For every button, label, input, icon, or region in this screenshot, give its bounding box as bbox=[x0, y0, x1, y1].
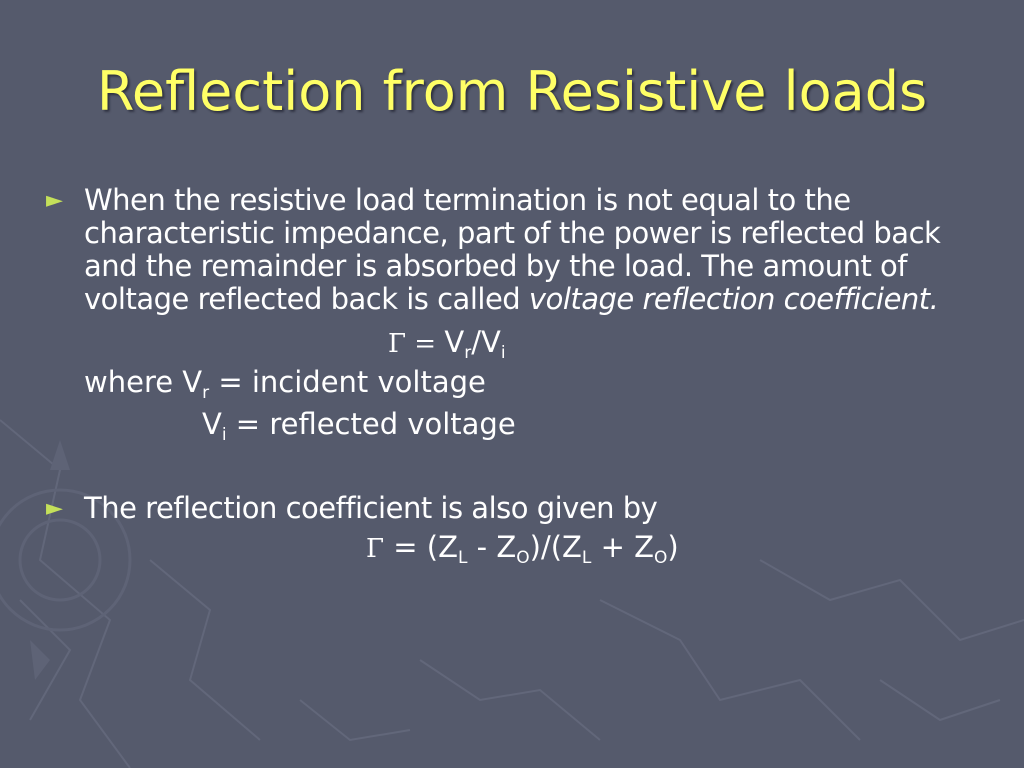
bullet-1-text bbox=[84, 184, 996, 316]
where-1-prefix: where V bbox=[84, 365, 203, 399]
where-1-suffix: = incident voltage bbox=[209, 365, 486, 399]
gamma-formula-2 bbox=[366, 530, 1024, 568]
bullet-1-main-text: When the resistive load termination is not equal to the characteristic impedance, part of the power is reflected back and the remainder is absorbed by the load. The amount of voltage reflected back is called bbox=[84, 183, 941, 316]
bullet-2-text: The reflection coefficient is also given by bbox=[84, 491, 658, 525]
where-line-2 bbox=[84, 407, 996, 445]
formula-2-part-1: = (Z bbox=[384, 530, 458, 564]
bullet-item-1 bbox=[46, 183, 996, 445]
formula-2-sub-3: L bbox=[581, 548, 592, 568]
equals-sign: = bbox=[406, 329, 445, 359]
bullet-arrow-icon: ► bbox=[46, 188, 63, 213]
formula-2-sub-2: O bbox=[516, 548, 530, 568]
vr-subscript: r bbox=[464, 343, 472, 363]
formula-2-part-4: + Z bbox=[591, 530, 654, 564]
where-1-subscript: r bbox=[202, 383, 210, 403]
slide-content bbox=[46, 183, 996, 568]
bullet-1-emphasis: voltage reflection coefficient. bbox=[528, 282, 939, 316]
slide-title: Reflection from Resistive loads bbox=[96, 60, 928, 123]
where-2-subscript: i bbox=[221, 425, 227, 445]
formula-2-part-2: - Z bbox=[467, 530, 517, 564]
formula-2-sub-1: L bbox=[457, 548, 468, 568]
vi-symbol: /V bbox=[471, 325, 501, 359]
where-2-suffix: = reflected voltage bbox=[226, 407, 516, 441]
gamma-formula-1 bbox=[388, 325, 1024, 363]
vr-symbol: V bbox=[444, 325, 465, 359]
gamma-symbol: Γ bbox=[388, 329, 407, 359]
formula-2-part-3: )/(Z bbox=[529, 530, 582, 564]
where-line-1 bbox=[84, 365, 996, 403]
formula-2-part-5: ) bbox=[667, 530, 679, 564]
vi-subscript: i bbox=[500, 343, 506, 363]
formula-2-sub-4: O bbox=[653, 548, 668, 568]
bullet-item-2 bbox=[46, 491, 996, 568]
where-2-prefix: V bbox=[202, 407, 222, 441]
bullet-arrow-icon: ► bbox=[46, 496, 63, 521]
gamma-symbol-2: Γ bbox=[366, 534, 385, 564]
